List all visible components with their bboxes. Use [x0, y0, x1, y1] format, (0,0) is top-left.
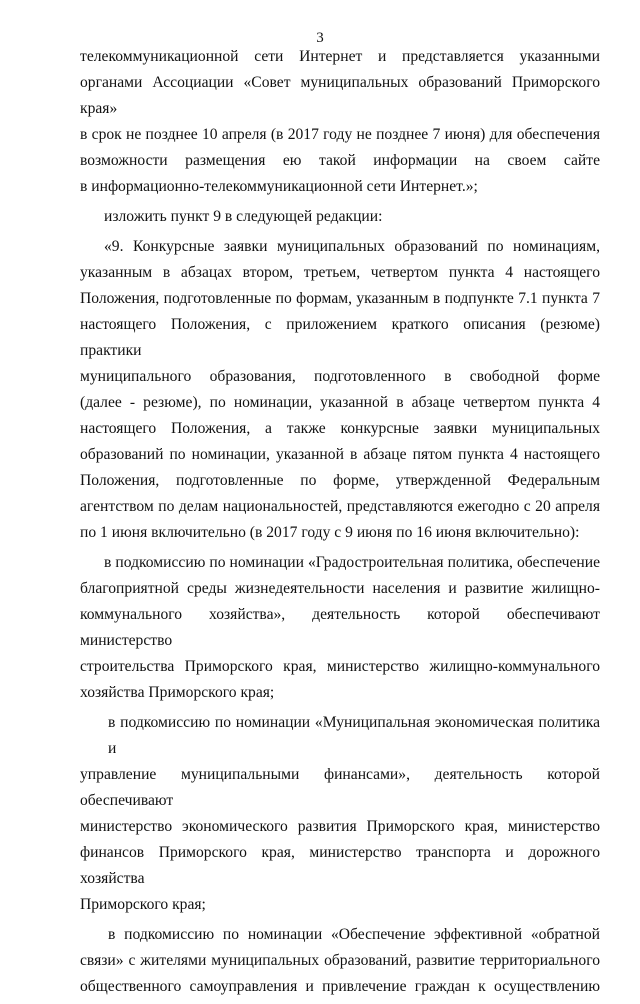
paragraph [80, 44, 600, 200]
text-line: в подкомиссию по номинации «Градостроительная политика, обеспечение [104, 554, 600, 571]
text-line: в информационно-телекоммуникационной сети Интернет.»; [80, 178, 478, 195]
text-line: хозяйства Приморского края; [80, 684, 275, 701]
text-line: в подкомиссию по номинации «Обеспечение эффективной «обратной [108, 926, 600, 943]
paragraph [80, 922, 600, 1000]
text-line: (далее - резюме), по номинации, указанной в абзаце четвертом пункта 4 [80, 394, 600, 411]
document-body [80, 44, 600, 1004]
text-line: указанным в абзацах втором, третьем, четвертом пункта 4 настоящего [80, 264, 600, 281]
text-line: изложить пункт 9 в следующей редакции: [104, 208, 383, 225]
text-line: возможности размещения ею такой информации на своем сайте [80, 152, 600, 169]
text-line: органами Ассоциации «Совет муниципальных образований Приморского края» [80, 74, 600, 117]
text-line: управление муниципальными финансами», деятельность которой обеспечивают [80, 766, 600, 809]
text-line: Положения, подготовленные по формам, указанным в подпункте 7.1 пункта 7 [80, 290, 600, 307]
text-line: настоящего Положения, с приложением краткого описания (резюме) практики [80, 316, 600, 359]
text-line: общественного самоуправления и привлечение граждан к осуществлению [80, 978, 600, 995]
text-line: связи» с жителями муниципальных образований, развитие территориального [80, 952, 600, 969]
paragraph [80, 550, 600, 706]
text-line: настоящего Положения, а также конкурсные заявки муниципальных [80, 420, 600, 437]
text-line: агентством по делам национальностей, представляются ежегодно с 20 апреля [80, 498, 600, 515]
text-line: в срок не позднее 10 апреля (в 2017 году не позднее 7 июня) для обеспечения [80, 126, 600, 143]
text-line: министерство экономического развития Приморского края, министерство [80, 818, 600, 835]
paragraph [80, 204, 600, 230]
paragraph [80, 710, 600, 918]
text-line: муниципального образования, подготовленного в свободной форме [80, 368, 600, 385]
text-line: по 1 июня включительно (в 2017 году с 9 июня по 16 июня включительно): [80, 524, 580, 541]
text-line: финансов Приморского края, министерство транспорта и дорожного хозяйства [80, 844, 600, 887]
page-number: 3 [316, 30, 324, 46]
text-line: строительства Приморского края, министерство жилищно-коммунального [80, 658, 600, 675]
text-line: «9. Конкурсные заявки муниципальных образований по номинациям, [104, 238, 600, 255]
text-line: благоприятной среды жизнедеятельности населения и развитие жилищно- [80, 580, 600, 597]
text-line: коммунального хозяйства», деятельность которой обеспечивают министерство [80, 606, 600, 649]
text-line: в подкомиссию по номинации «Муниципальная экономическая политика и [108, 714, 600, 757]
text-line: Приморского края; [80, 896, 206, 913]
text-line: образований по номинации, указанной в абзаце пятом пункта 4 настоящего [80, 446, 600, 463]
paragraph [80, 234, 600, 546]
text-line: Положения, подготовленные по форме, утвержденной Федеральным [80, 472, 600, 489]
text-line: телекоммуникационной сети Интернет и представляется указанными [80, 48, 600, 65]
